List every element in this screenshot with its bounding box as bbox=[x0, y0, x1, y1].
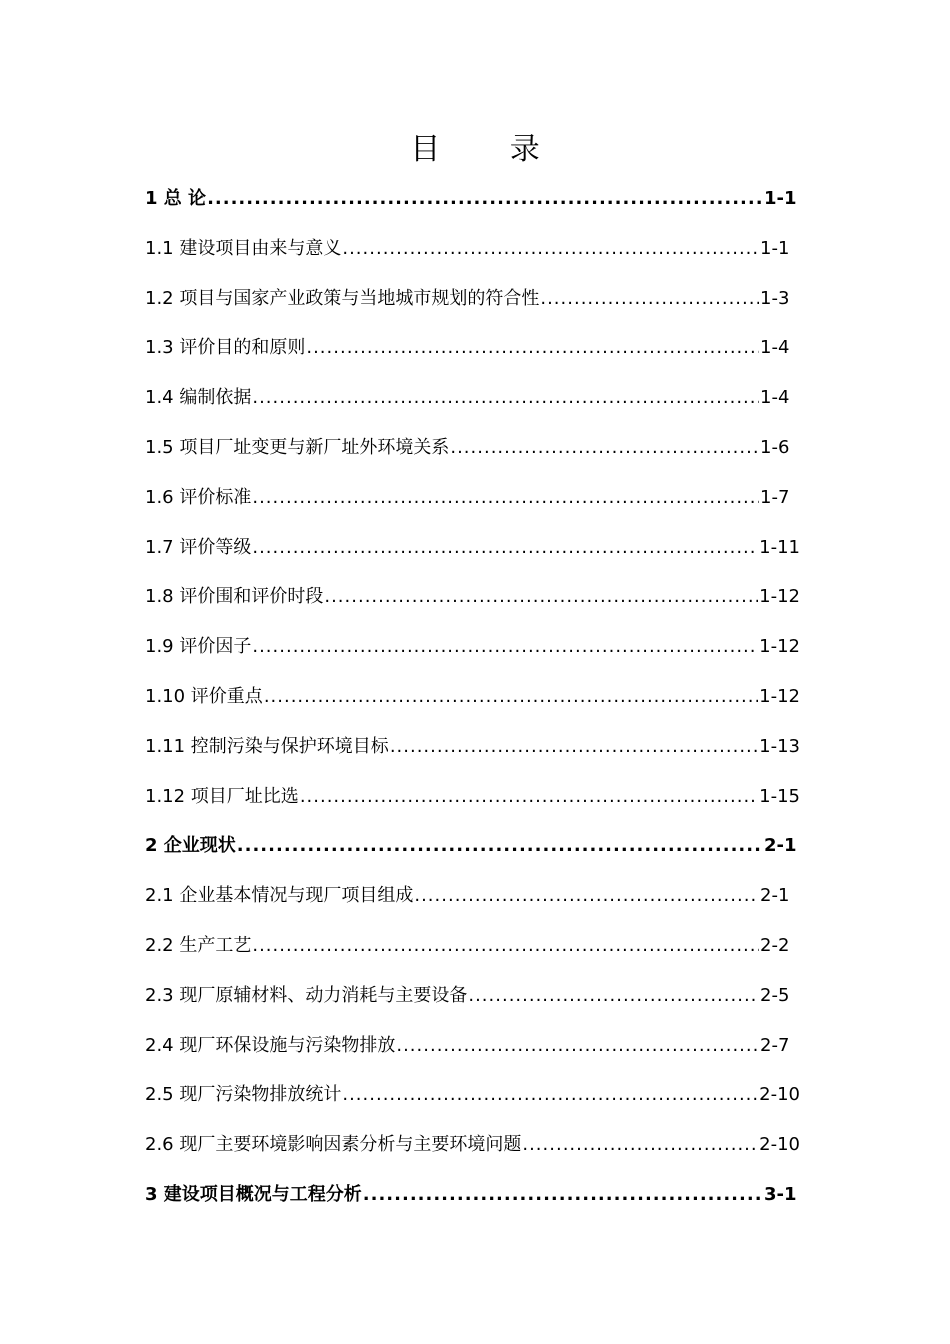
toc-dot-leader bbox=[252, 479, 759, 517]
toc-entry[interactable] bbox=[145, 329, 800, 379]
toc-page-number: 1-4 bbox=[760, 387, 790, 409]
toc-dot-leader bbox=[252, 628, 758, 666]
toc-dot-leader bbox=[342, 230, 759, 268]
toc-entry-title: 1.6 评价标准 bbox=[145, 486, 252, 508]
toc-entry[interactable] bbox=[145, 1126, 800, 1176]
toc-page-number: 1-4 bbox=[760, 337, 790, 359]
toc-dot-leader bbox=[468, 977, 759, 1015]
toc-entry[interactable] bbox=[145, 578, 800, 628]
toc-dot-leader bbox=[540, 280, 759, 318]
toc-page-number: 2-10 bbox=[759, 1084, 800, 1106]
toc-entry-title: 1.3 评价目的和原则 bbox=[145, 337, 306, 359]
toc-entry-title: 3 建设项目概况与工程分析 bbox=[145, 1183, 362, 1205]
toc-entry-title: 1.9 评价因子 bbox=[145, 636, 252, 658]
toc-dot-leader bbox=[390, 728, 758, 766]
table-of-contents bbox=[145, 180, 800, 1226]
toc-entry-title: 2.4 现厂环保设施与污染物排放 bbox=[145, 1034, 396, 1056]
toc-entry-title: 1.7 评价等级 bbox=[145, 536, 252, 558]
toc-dot-leader bbox=[396, 1027, 759, 1065]
page-title: 目 录 bbox=[410, 132, 570, 167]
toc-page-number: 1-15 bbox=[759, 785, 800, 807]
toc-page-number: 1-12 bbox=[759, 685, 800, 707]
toc-page-number: 2-2 bbox=[760, 934, 790, 956]
toc-entry-title: 2.5 现厂污染物排放统计 bbox=[145, 1084, 342, 1106]
toc-entry-title: 2.1 企业基本情况与现厂项目组成 bbox=[145, 885, 414, 907]
toc-entry[interactable] bbox=[145, 877, 800, 927]
toc-entry[interactable] bbox=[145, 280, 800, 330]
toc-entry[interactable] bbox=[145, 429, 800, 479]
toc-entry[interactable] bbox=[145, 678, 800, 728]
toc-page-number: 2-1 bbox=[760, 885, 790, 907]
toc-page-number: 1-11 bbox=[759, 536, 800, 558]
toc-dot-leader bbox=[363, 1176, 763, 1214]
toc-dot-leader bbox=[342, 1076, 758, 1114]
toc-page-number: 1-12 bbox=[759, 636, 800, 658]
toc-entry[interactable] bbox=[145, 778, 800, 828]
toc-page-number: 1-3 bbox=[760, 287, 790, 309]
toc-entry[interactable] bbox=[145, 728, 800, 778]
toc-dot-leader bbox=[306, 329, 759, 367]
toc-page-number: 1-13 bbox=[759, 735, 800, 757]
toc-entry[interactable] bbox=[145, 1027, 800, 1077]
toc-dot-leader bbox=[252, 927, 759, 965]
toc-page-number: 2-1 bbox=[764, 835, 797, 857]
toc-entry-title: 1.10 评价重点 bbox=[145, 685, 263, 707]
toc-dot-leader bbox=[414, 877, 759, 915]
toc-entry-title: 1.4 编制依据 bbox=[145, 387, 252, 409]
toc-entry[interactable] bbox=[145, 180, 800, 230]
toc-page-number: 1-6 bbox=[760, 436, 790, 458]
toc-dot-leader bbox=[324, 578, 758, 616]
toc-dot-leader bbox=[252, 379, 759, 417]
toc-entry[interactable] bbox=[145, 1176, 800, 1226]
toc-dot-leader bbox=[450, 429, 759, 467]
toc-entry-title: 1.2 项目与国家产业政策与当地城市规划的符合性 bbox=[145, 287, 540, 309]
toc-entry[interactable] bbox=[145, 379, 800, 429]
toc-entry-title: 1.8 评价围和评价时段 bbox=[145, 586, 324, 608]
toc-entry[interactable] bbox=[145, 827, 800, 877]
toc-page-number: 2-5 bbox=[760, 984, 790, 1006]
toc-page-number: 1-1 bbox=[760, 237, 790, 259]
toc-dot-leader bbox=[522, 1126, 758, 1164]
toc-page-number: 1-1 bbox=[764, 188, 797, 209]
toc-entry-title: 2.6 现厂主要环境影响因素分析与主要环境问题 bbox=[145, 1134, 522, 1156]
toc-dot-leader bbox=[264, 678, 758, 716]
toc-entry[interactable] bbox=[145, 977, 800, 1027]
toc-entry-title: 1.11 控制污染与保护环境目标 bbox=[145, 735, 389, 757]
toc-dot-leader bbox=[207, 180, 763, 218]
toc-dot-leader bbox=[252, 529, 758, 567]
toc-entry-title: 1 总 论 bbox=[145, 188, 207, 209]
toc-entry[interactable] bbox=[145, 529, 800, 579]
toc-entry[interactable] bbox=[145, 628, 800, 678]
toc-page-number: 1-12 bbox=[759, 586, 800, 608]
toc-entry-title: 1.12 项目厂址比选 bbox=[145, 785, 299, 807]
toc-page-number: 1-7 bbox=[760, 486, 790, 508]
toc-entry-title: 2.2 生产工艺 bbox=[145, 934, 252, 956]
toc-entry-title: 1.5 项目厂址变更与新厂址外环境关系 bbox=[145, 436, 450, 458]
toc-entry[interactable] bbox=[145, 479, 800, 529]
toc-page-number: 3-1 bbox=[764, 1183, 797, 1205]
toc-page-number: 2-10 bbox=[759, 1134, 800, 1156]
toc-dot-leader bbox=[237, 827, 763, 865]
toc-entry-title: 1.1 建设项目由来与意义 bbox=[145, 237, 342, 259]
toc-page-number: 2-7 bbox=[760, 1034, 790, 1056]
toc-entry-title: 2 企业现状 bbox=[145, 835, 236, 857]
toc-entry[interactable] bbox=[145, 1076, 800, 1126]
toc-entry[interactable] bbox=[145, 927, 800, 977]
toc-dot-leader bbox=[300, 778, 758, 816]
toc-entry-title: 2.3 现厂原辅材料、动力消耗与主要设备 bbox=[145, 984, 468, 1006]
toc-entry[interactable] bbox=[145, 230, 800, 280]
